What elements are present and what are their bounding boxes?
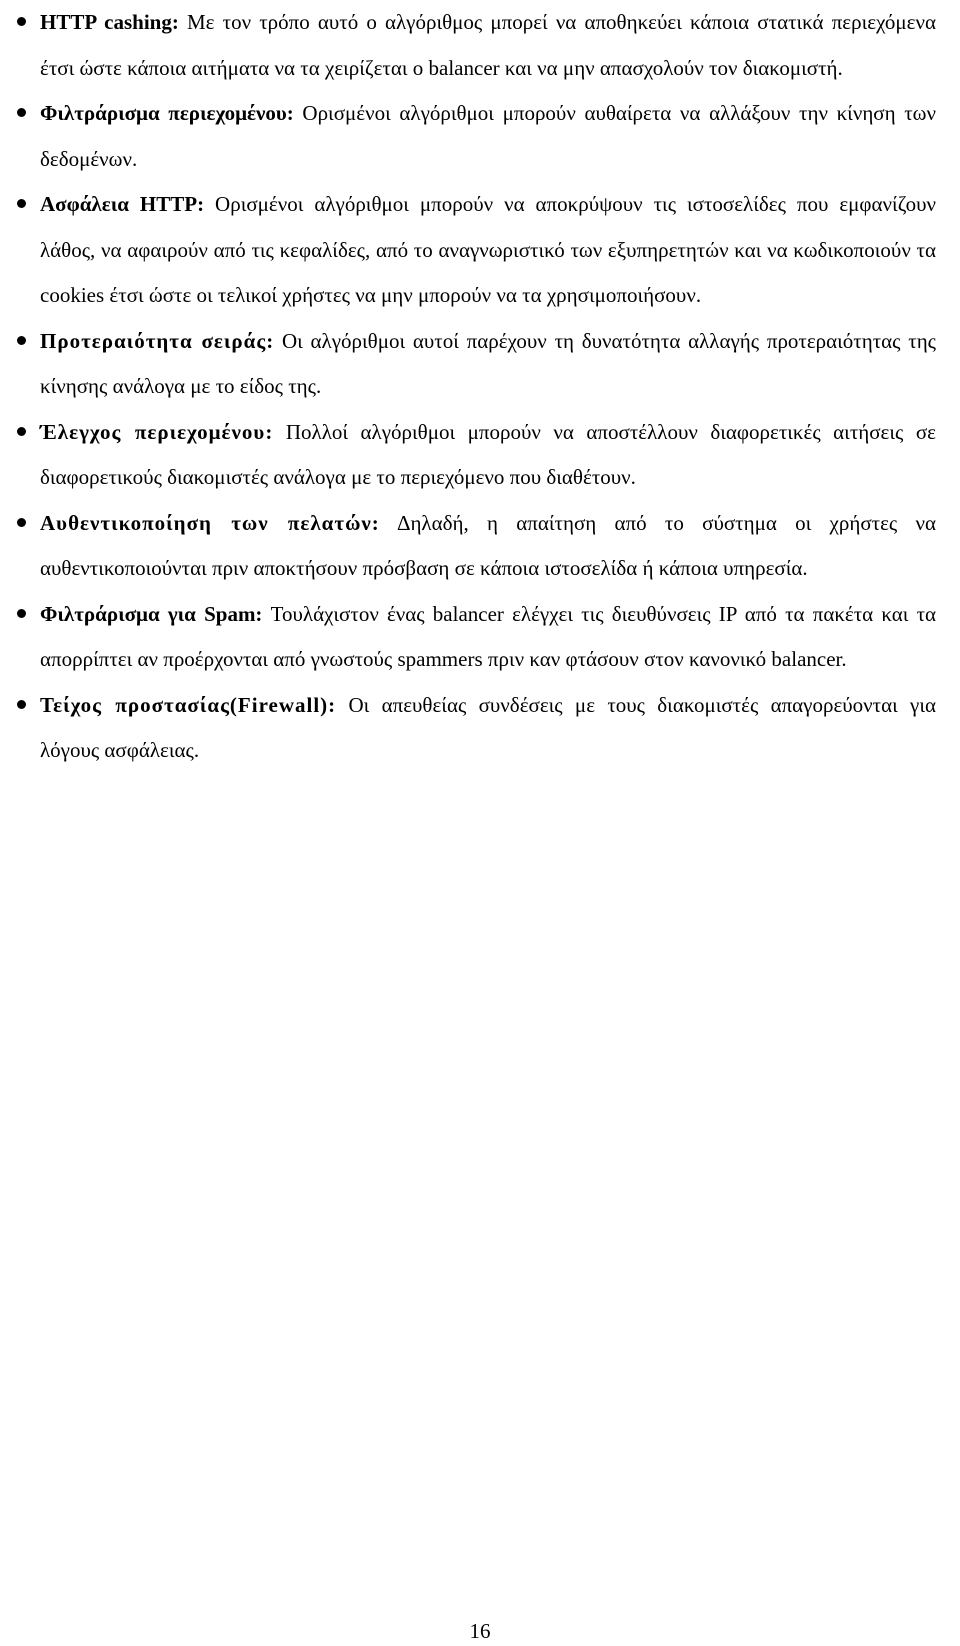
bullet-icon [17, 609, 26, 618]
item-text: Τουλάχιστον ένας balancer ελέγχει τις διευθύνσεις IP από τα πακέτα και τα απορρίπτει αν προέρχονται από γνωστούς spammers πριν καν φτάσουν στον κανονικό balancer. [40, 601, 937, 671]
list-item [40, 91, 936, 182]
item-text: Πολλοί αλγόριθμοι μπορούν να αποστέλλουν διαφορετικές αιτήσεις σε διαφορετικούς διακομιστές ανάλογα με το περιεχόμενο που διαθέτουν. [40, 419, 937, 489]
item-term: Έλεγχος περιεχομένου: [40, 419, 274, 444]
list-item [40, 410, 936, 501]
page-number: 16 [469, 1619, 491, 1643]
item-text: Δηλαδή, η απαίτηση από το σύστημα οι χρήστες να αυθεντικοποιούνται πριν αποκτήσουν πρόσβαση σε κάποια ιστοσελίδα ή κάποια υπηρεσία. [40, 510, 937, 580]
item-term: Ασφάλεια HTTP: [40, 192, 205, 216]
bullet-icon [17, 17, 26, 26]
bullet-icon [17, 108, 26, 117]
list-item [40, 319, 936, 410]
list-item [40, 592, 936, 683]
item-term: Αυθεντικοποίηση των πελατών: [40, 510, 380, 535]
item-term: Τείχος προστασίας(Firewall): [40, 692, 337, 717]
bullet-icon [17, 518, 26, 527]
item-text: Οι αλγόριθμοι αυτοί παρέχουν τη δυνατότητα αλλαγής προτεραιότητας της κίνησης ανάλογα με το είδος της. [40, 328, 936, 398]
list-item [40, 683, 936, 774]
item-term: Φιλτράρισμα περιεχομένου: [40, 101, 294, 125]
bullet-icon [17, 336, 26, 345]
item-term: Προτεραιότητα σειράς: [40, 328, 275, 353]
bullet-icon [17, 199, 26, 208]
item-term: Φιλτράρισμα για Spam: [40, 601, 263, 626]
bullet-list [40, 0, 936, 774]
item-text: Με τον τρόπο αυτό ο αλγόριθμος μπορεί να αποθηκεύει κάποια στατικά περιεχόμενα έτσι ώστε κάποια αιτήματα να τα χειρίζεται ο balancer και να μην απασχολούν τον διακομιστή. [40, 10, 936, 80]
bullet-icon [17, 427, 26, 436]
bullet-icon [17, 700, 26, 709]
item-term: HTTP cashing: [40, 10, 179, 34]
item-text: Ορισμένοι αλγόριθμοι μπορούν αυθαίρετα να αλλάξουν την κίνηση των δεδομένων. [40, 101, 937, 171]
list-item [40, 182, 936, 319]
item-text: Ορισμένοι αλγόριθμοι μπορούν να αποκρύψουν τις ιστοσελίδες που εμφανίζουν λάθος, να αφαιρούν από τις κεφαλίδες, από το αναγνωριστικό των εξυπηρετητών και να κωδικοποιούν τα cookies έτσι ώστε οι τελικοί χρήστες να μην μπορούν να τα χρησιμοποιήσουν. [40, 192, 936, 307]
list-item [40, 501, 936, 592]
item-text: Οι απευθείας συνδέσεις με τους διακομιστές απαγορεύονται για λόγους ασφάλειας. [40, 692, 936, 762]
list-item [40, 0, 936, 91]
